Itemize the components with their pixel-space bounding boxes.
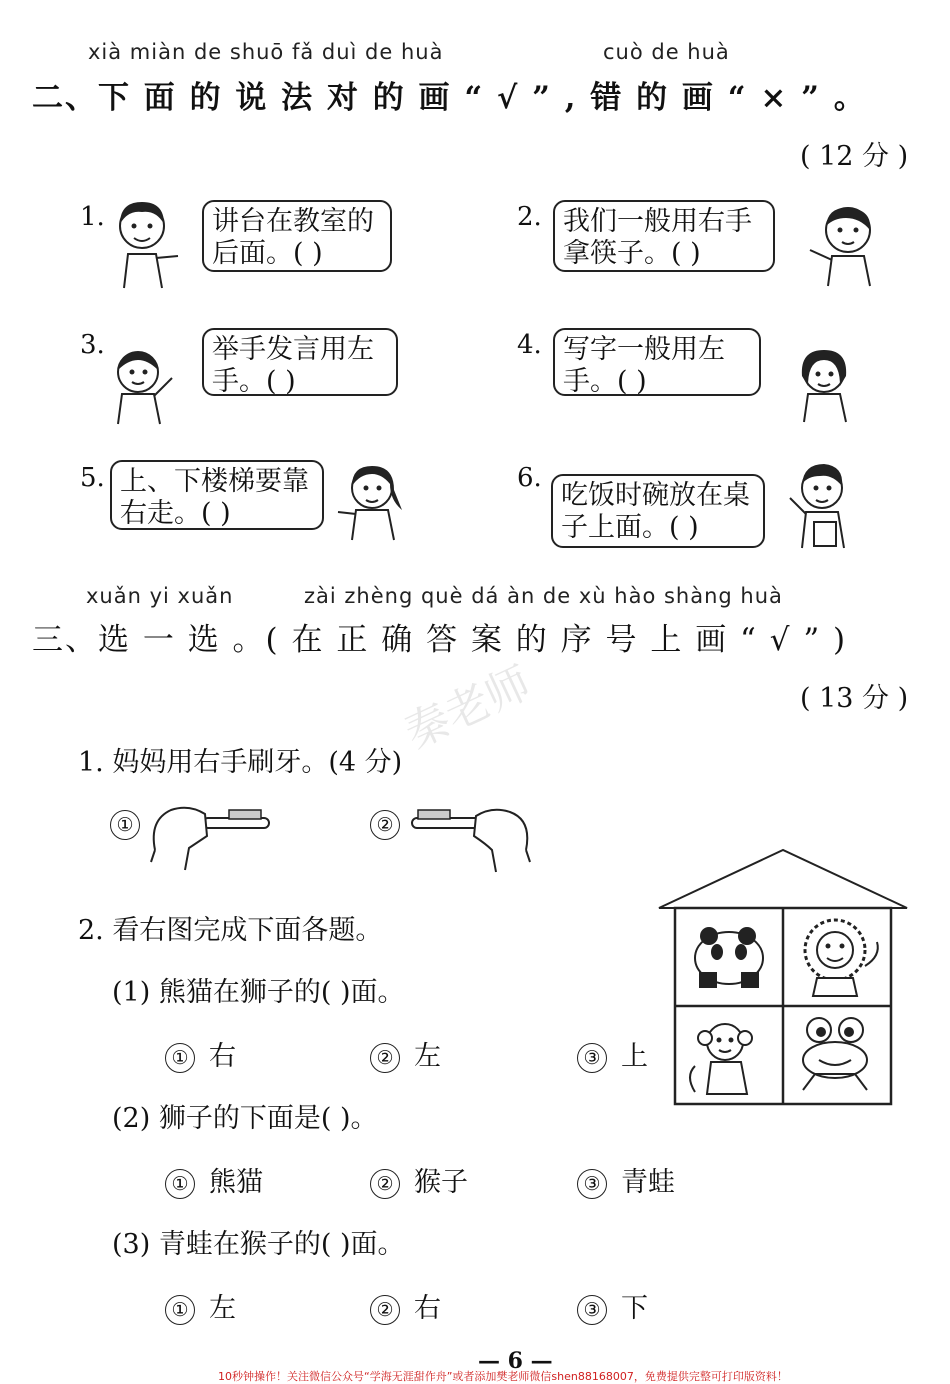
sub-question-3-text: (3) 青蛙在猴子的( )面。: [112, 1229, 405, 1260]
question-1-text: 1. 妈妈用右手刷牙。(4 分): [78, 747, 403, 778]
speech-bubble-5: [110, 460, 324, 530]
item-4-number: 4.: [517, 330, 542, 360]
item-1-number: 1.: [80, 202, 105, 232]
sub2-option-2-number: ②: [370, 1169, 400, 1199]
sub2-option-2-label: 猴子: [414, 1167, 468, 1198]
boy-raising-hand-icon: [108, 348, 178, 426]
section3-title: 三、选 一 选 。( 在 正 确 答 案 的 序 号 上 画 “ √ ” ): [32, 622, 848, 658]
sub2-option-1-label: 熊猫: [209, 1167, 263, 1198]
panda-icon: [695, 927, 763, 988]
sub3-option-2-number: ②: [370, 1295, 400, 1325]
bubble-3-line2: 手。( ): [212, 366, 296, 397]
speech-bubble-4: [553, 328, 761, 396]
sub1-option-2-label: 左: [414, 1041, 441, 1072]
bubble-5-line1: 上、下楼梯要靠: [120, 466, 309, 497]
boy-with-book-icon: [784, 458, 858, 550]
bubble-1-line1: 讲台在教室的: [212, 206, 374, 237]
sub3-option-3-label: 下: [621, 1293, 648, 1324]
bubble-6-line1: 吃饭时碗放在桌: [561, 480, 750, 511]
sub1-option-2-number: ②: [370, 1043, 400, 1073]
sub3-option-3[interactable]: [577, 1286, 648, 1325]
sub3-option-2[interactable]: [370, 1286, 441, 1325]
section2-title: 二、下 面 的 说 法 对 的 画 “ √ ” , 错 的 画 “ × ” 。: [32, 80, 867, 116]
sub3-option-1-number: ①: [165, 1295, 195, 1325]
item-2-number: 2.: [517, 202, 542, 232]
sub1-option-3-number: ③: [577, 1043, 607, 1073]
sub1-option-1-number: ①: [165, 1043, 195, 1073]
sub1-option-3-label: 上: [621, 1041, 648, 1072]
house-roof: [659, 850, 907, 908]
right-hand-toothbrush-icon: [145, 800, 270, 872]
bubble-2-line1: 我们一般用右手: [563, 206, 752, 237]
speech-bubble-1: [202, 200, 392, 272]
sub2-option-3-label: 青蛙: [621, 1167, 675, 1198]
sub1-option-1-label: 右: [209, 1041, 236, 1072]
section2-pinyin-left: xià miàn de shuō fǎ duì de huà: [88, 40, 444, 64]
sub2-option-3[interactable]: [577, 1160, 675, 1199]
boy-figure-icon: [798, 200, 884, 288]
item-6-number: 6.: [517, 463, 542, 493]
sub1-option-2[interactable]: [370, 1034, 441, 1073]
sub3-option-1-label: 左: [209, 1293, 236, 1324]
left-hand-toothbrush-icon: [410, 806, 535, 878]
q1-option-2-mark[interactable]: [370, 808, 414, 840]
question-2-text: 2. 看右图完成下面各题。: [78, 915, 383, 946]
section3-pinyin-right: zài zhèng què dá àn de xù hào shàng huà: [304, 584, 783, 608]
item-3-number: 3.: [80, 330, 105, 360]
animal-house-diagram: [655, 846, 911, 1110]
page-number: — 6 —: [478, 1348, 553, 1374]
bubble-4-line1: 写字一般用左: [563, 334, 725, 365]
sub1-option-3[interactable]: [577, 1034, 648, 1073]
sub2-option-1[interactable]: [165, 1160, 263, 1199]
footer-notice: 10秒钟操作！关注微信公众号“学海无涯甜作舟”或者添加樊老师微信shen88168007，免费提供完整可打印版资料！: [218, 1370, 788, 1383]
bubble-6-line2: 子上面。( ): [561, 512, 699, 543]
section3-pinyin-left: xuǎn yi xuǎn: [86, 584, 234, 608]
item-5-number: 5.: [80, 463, 105, 493]
sub2-option-2[interactable]: [370, 1160, 468, 1199]
section2-score: ( 12 分 ): [800, 141, 909, 172]
bubble-4-line2: 手。( ): [563, 366, 647, 397]
speech-bubble-2: [553, 200, 775, 272]
sub2-option-3-number: ③: [577, 1169, 607, 1199]
bubble-3-line1: 举手发言用左: [212, 334, 374, 365]
q1-option-1-number: ①: [110, 810, 140, 840]
sub3-option-1[interactable]: [165, 1286, 236, 1325]
bubble-2-line2: 拿筷子。( ): [563, 238, 701, 269]
speech-bubble-6: [551, 474, 765, 548]
girl-figure-icon: [790, 346, 860, 424]
bubble-1-line2: 后面。( ): [212, 238, 323, 269]
watermark: 秦老师: [397, 657, 539, 760]
sub2-option-1-number: ①: [165, 1169, 195, 1199]
speech-bubble-3: [202, 328, 398, 396]
section2-pinyin-right: cuò de huà: [603, 40, 730, 64]
section3-score: ( 13 分 ): [800, 683, 909, 714]
sub1-option-1[interactable]: [165, 1034, 236, 1073]
bubble-5-line2: 右走。( ): [120, 498, 231, 529]
sub-question-2-text: (2) 狮子的下面是( )。: [112, 1103, 378, 1134]
sub-question-1-text: (1) 熊猫在狮子的( )面。: [112, 977, 405, 1008]
q1-option-2-number: ②: [370, 810, 400, 840]
sub3-option-2-label: 右: [414, 1293, 441, 1324]
girl-figure-icon: [106, 196, 196, 292]
sub3-option-3-number: ③: [577, 1295, 607, 1325]
girl-figure-icon: [332, 460, 408, 542]
